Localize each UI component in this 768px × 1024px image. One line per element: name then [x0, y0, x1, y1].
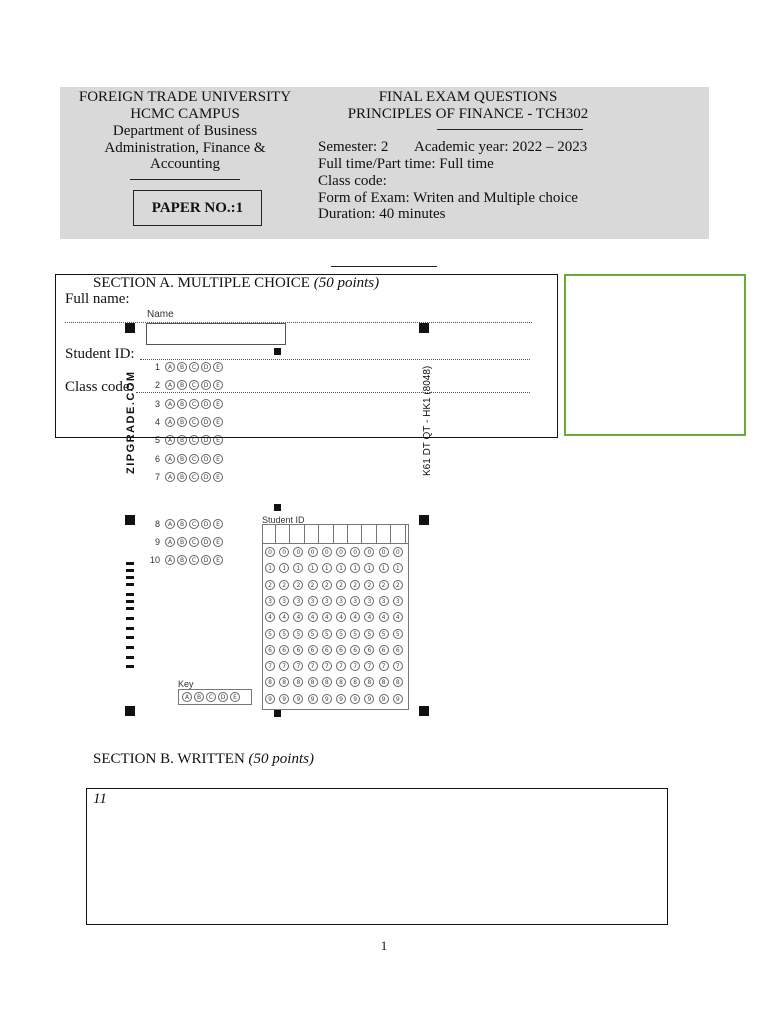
id-digit-bubble[interactable]: 7: [379, 661, 389, 671]
id-write-cell[interactable]: [393, 525, 406, 543]
choice-bubble[interactable]: E: [213, 537, 223, 547]
id-digit-bubble[interactable]: 9: [322, 694, 332, 704]
id-digit-bubble[interactable]: 0: [322, 547, 332, 557]
side-code: [422, 365, 434, 488]
id-digit-bubble[interactable]: 4: [364, 612, 374, 622]
name-label: Name: [147, 309, 174, 320]
timing-dot: [274, 504, 281, 511]
id-write-cell[interactable]: [292, 525, 305, 543]
id-digit-bubble[interactable]: 3: [379, 596, 389, 606]
question-number-label: 2: [154, 380, 160, 390]
id-digit-bubble[interactable]: 7: [336, 661, 346, 671]
barcode-bar: [126, 576, 134, 579]
id-digit-bubble[interactable]: 0: [279, 547, 289, 557]
choice-bubble[interactable]: D: [201, 399, 211, 409]
id-digit-bubble[interactable]: 7: [393, 661, 403, 671]
id-digit-bubble[interactable]: 0: [379, 547, 389, 557]
choice-bubble[interactable]: E: [213, 417, 223, 427]
id-write-cell[interactable]: [306, 525, 319, 543]
id-digit-bubble[interactable]: 5: [393, 629, 403, 639]
side-code-label: K61 DT QT - HK1 (8048): [422, 365, 433, 476]
question-row: [144, 453, 223, 465]
barcode-bar: [126, 646, 134, 649]
barcode-bar: [126, 600, 134, 603]
id-digit-bubble[interactable]: 6: [308, 645, 318, 655]
choice-bubble[interactable]: C: [189, 380, 199, 390]
choice-bubble[interactable]: E: [213, 435, 223, 445]
choice-bubble[interactable]: B: [177, 380, 187, 390]
right-divider: [437, 129, 583, 130]
id-digit-bubble[interactable]: 8: [308, 677, 318, 687]
question-row: [144, 471, 223, 483]
id-digit-bubble[interactable]: 0: [293, 547, 303, 557]
exam-header: [60, 87, 709, 239]
choice-bubble[interactable]: A: [165, 537, 175, 547]
section-a-title: SECTION A. MULTIPLE CHOICE: [93, 275, 310, 291]
choice-bubble[interactable]: D: [201, 362, 211, 372]
id-digit-bubble[interactable]: 4: [322, 612, 332, 622]
id-digit-bubble[interactable]: 8: [279, 677, 289, 687]
id-digit-bubble[interactable]: 9: [293, 694, 303, 704]
student-id-line[interactable]: [140, 359, 530, 360]
choice-bubble[interactable]: C: [189, 555, 199, 565]
id-digit-bubble[interactable]: 2: [293, 580, 303, 590]
question-number-label: 8: [154, 519, 160, 529]
id-digit-bubble[interactable]: 4: [293, 612, 303, 622]
id-digit-bubble[interactable]: 6: [265, 645, 275, 655]
score-box: [564, 274, 746, 436]
id-digit-bubble[interactable]: 7: [308, 661, 318, 671]
id-write-cell[interactable]: [335, 525, 348, 543]
id-write-cell[interactable]: [349, 525, 362, 543]
barcode-bar: [126, 583, 134, 586]
id-digit-bubble[interactable]: 5: [308, 629, 318, 639]
choice-bubble[interactable]: A: [165, 362, 175, 372]
id-digit-bubble[interactable]: 6: [350, 645, 360, 655]
id-write-cell[interactable]: [364, 525, 377, 543]
barcode-bar: [126, 562, 134, 565]
choice-bubble[interactable]: B: [177, 362, 187, 372]
id-digit-bubble[interactable]: 9: [379, 694, 389, 704]
choice-bubble[interactable]: D: [201, 472, 211, 482]
id-digit-bubble[interactable]: 9: [393, 694, 403, 704]
id-grid-divider: [263, 543, 408, 544]
barcode-bar: [126, 593, 134, 596]
id-digit-bubble[interactable]: 0: [265, 547, 275, 557]
choice-bubble[interactable]: A: [165, 454, 175, 464]
id-digit-bubble[interactable]: 5: [350, 629, 360, 639]
question-number-label: 9: [154, 537, 160, 547]
id-digit-bubble[interactable]: 2: [336, 580, 346, 590]
key-label: Key: [178, 679, 194, 689]
id-digit-bubble[interactable]: 3: [393, 596, 403, 606]
choice-bubble[interactable]: C: [189, 472, 199, 482]
id-write-cell[interactable]: [378, 525, 391, 543]
id-digit-bubble[interactable]: 4: [336, 612, 346, 622]
id-digit-bubble[interactable]: 4: [393, 612, 403, 622]
choice-bubble[interactable]: C: [189, 454, 199, 464]
academic-year: Academic year: 2022 – 2023: [414, 139, 588, 155]
id-digit-bubble[interactable]: 3: [265, 596, 275, 606]
id-digit-bubble[interactable]: 6: [393, 645, 403, 655]
timing-dot: [274, 710, 281, 717]
id-digit-bubble[interactable]: 5: [379, 629, 389, 639]
id-digit-bubble[interactable]: 2: [379, 580, 389, 590]
id-digit-bubble[interactable]: 7: [293, 661, 303, 671]
id-digit-bubble[interactable]: 1: [393, 563, 403, 573]
id-digit-bubble[interactable]: 2: [265, 580, 275, 590]
choice-bubble[interactable]: B: [177, 454, 187, 464]
choice-bubble[interactable]: D: [201, 537, 211, 547]
section-b-title: SECTION B. WRITTEN: [93, 751, 245, 767]
id-digit-bubble[interactable]: 6: [279, 645, 289, 655]
id-digit-bubble[interactable]: 4: [265, 612, 275, 622]
key-bubble[interactable]: C: [206, 692, 216, 702]
id-digit-bubble[interactable]: 6: [322, 645, 332, 655]
department-line-1: Department of Business: [112, 123, 258, 139]
id-digit-bubble[interactable]: 3: [279, 596, 289, 606]
choice-bubble[interactable]: A: [165, 399, 175, 409]
id-digit-bubble[interactable]: 3: [308, 596, 318, 606]
question-number-label: 4: [154, 417, 160, 427]
student-id-grid: [262, 524, 409, 710]
id-digit-bubble[interactable]: 1: [350, 563, 360, 573]
id-digit-bubble[interactable]: 4: [279, 612, 289, 622]
question-number-label: 3: [154, 399, 160, 409]
choice-bubble[interactable]: E: [213, 472, 223, 482]
choice-bubble[interactable]: B: [177, 519, 187, 529]
barcode-bar: [126, 607, 134, 610]
id-digit-bubble[interactable]: 8: [350, 677, 360, 687]
full-name-label: Full name:: [65, 291, 130, 307]
student-id-field-label: Student ID:: [65, 346, 135, 362]
id-digit-bubble[interactable]: 9: [350, 694, 360, 704]
id-write-cell[interactable]: [321, 525, 334, 543]
id-digit-bubble[interactable]: 3: [350, 596, 360, 606]
id-digit-bubble[interactable]: 6: [336, 645, 346, 655]
id-digit-bubble[interactable]: 1: [265, 563, 275, 573]
section-b-points: (50 points): [248, 751, 314, 767]
id-digit-bubble[interactable]: 6: [293, 645, 303, 655]
written-answer-box[interactable]: [86, 788, 668, 925]
id-digit-bubble[interactable]: 1: [293, 563, 303, 573]
choice-bubble[interactable]: E: [213, 519, 223, 529]
choice-bubble[interactable]: B: [177, 555, 187, 565]
id-digit-bubble[interactable]: 8: [322, 677, 332, 687]
id-digit-bubble[interactable]: 1: [379, 563, 389, 573]
choice-bubble[interactable]: D: [201, 519, 211, 529]
choice-bubble[interactable]: A: [165, 417, 175, 427]
choice-bubble[interactable]: C: [189, 435, 199, 445]
id-digit-bubble[interactable]: 8: [336, 677, 346, 687]
barcode-bar: [126, 665, 134, 668]
key-bubble[interactable]: B: [194, 692, 204, 702]
choice-bubble[interactable]: A: [165, 435, 175, 445]
question-row: [144, 518, 223, 530]
question-number-label: 1: [154, 362, 160, 372]
department-line-3: Accounting: [150, 156, 220, 172]
choice-bubble[interactable]: E: [213, 399, 223, 409]
id-digit-bubble[interactable]: 3: [364, 596, 374, 606]
university-name: FOREIGN TRADE UNIVERSITY: [78, 89, 292, 105]
id-digit-bubble[interactable]: 9: [308, 694, 318, 704]
campus-name: HCMC CAMPUS: [130, 106, 240, 122]
question-number-label: 10: [149, 555, 160, 565]
id-digit-bubble[interactable]: 4: [350, 612, 360, 622]
choice-bubble[interactable]: A: [165, 380, 175, 390]
id-digit-bubble[interactable]: 3: [293, 596, 303, 606]
id-digit-bubble[interactable]: 2: [350, 580, 360, 590]
section-a-points: (50 points): [313, 275, 380, 291]
section-b-heading: [93, 751, 314, 768]
id-digit-bubble[interactable]: 5: [265, 629, 275, 639]
choice-bubble[interactable]: B: [177, 417, 187, 427]
id-digit-bubble[interactable]: 5: [293, 629, 303, 639]
course-title: PRINCIPLES OF FINANCE - TCH302: [347, 106, 589, 122]
department-line-2: Administration, Finance &: [104, 140, 266, 156]
id-digit-bubble[interactable]: 4: [379, 612, 389, 622]
id-digit-bubble[interactable]: 2: [322, 580, 332, 590]
choice-bubble[interactable]: D: [201, 380, 211, 390]
id-digit-bubble[interactable]: 3: [336, 596, 346, 606]
class-code-header: Class code:: [318, 173, 387, 189]
id-digit-bubble[interactable]: 0: [336, 547, 346, 557]
corner-marker: [419, 706, 429, 716]
id-digit-bubble[interactable]: 7: [364, 661, 374, 671]
paper-number: PAPER NO.:1: [133, 190, 262, 226]
corner-marker: [125, 706, 135, 716]
choice-bubble[interactable]: C: [189, 417, 199, 427]
choice-bubble[interactable]: A: [165, 519, 175, 529]
id-digit-bubble[interactable]: 1: [322, 563, 332, 573]
choice-bubble[interactable]: C: [189, 362, 199, 372]
id-digit-bubble[interactable]: 0: [350, 547, 360, 557]
choice-bubble[interactable]: B: [177, 435, 187, 445]
question-number: 11: [93, 791, 107, 807]
exam-form: Form of Exam: Writen and Multiple choice: [318, 190, 578, 206]
class-code-line[interactable]: [136, 392, 530, 393]
choice-bubble[interactable]: A: [165, 555, 175, 565]
choice-bubble[interactable]: D: [201, 417, 211, 427]
id-digit-bubble[interactable]: 7: [350, 661, 360, 671]
barcode-bar: [126, 569, 134, 572]
id-digit-bubble[interactable]: 8: [379, 677, 389, 687]
id-digit-bubble[interactable]: 8: [293, 677, 303, 687]
question-row: [144, 536, 223, 548]
choice-bubble[interactable]: D: [201, 454, 211, 464]
exam-duration: Duration: 40 minutes: [318, 206, 446, 222]
section-a-heading: [93, 275, 379, 292]
id-digit-bubble[interactable]: 5: [364, 629, 374, 639]
choice-bubble[interactable]: E: [213, 362, 223, 372]
full-name-line[interactable]: [65, 322, 532, 323]
id-digit-bubble[interactable]: 1: [279, 563, 289, 573]
id-digit-bubble[interactable]: 9: [336, 694, 346, 704]
choice-bubble[interactable]: A: [165, 472, 175, 482]
id-digit-bubble[interactable]: 5: [322, 629, 332, 639]
choice-bubble[interactable]: E: [213, 555, 223, 565]
student-id-label: Student ID: [262, 515, 305, 525]
barcode-bar: [126, 636, 134, 639]
question-number-label: 6: [154, 454, 160, 464]
center-divider: [331, 266, 437, 267]
id-digit-bubble[interactable]: 1: [308, 563, 318, 573]
choice-bubble[interactable]: D: [201, 555, 211, 565]
id-digit-bubble[interactable]: 0: [308, 547, 318, 557]
id-digit-bubble[interactable]: 2: [279, 580, 289, 590]
brand-text: [125, 370, 137, 488]
exam-title: FINAL EXAM QUESTIONS: [378, 89, 558, 105]
choice-bubble[interactable]: C: [189, 537, 199, 547]
question-number-label: 5: [154, 435, 160, 445]
left-divider: [130, 179, 240, 180]
choice-bubble[interactable]: D: [201, 435, 211, 445]
choice-bubble[interactable]: E: [213, 454, 223, 464]
corner-marker: [419, 515, 429, 525]
id-digit-bubble[interactable]: 6: [379, 645, 389, 655]
choice-bubble[interactable]: C: [189, 399, 199, 409]
id-digit-bubble[interactable]: 8: [393, 677, 403, 687]
id-digit-bubble[interactable]: 8: [364, 677, 374, 687]
id-digit-bubble[interactable]: 2: [364, 580, 374, 590]
id-digit-bubble[interactable]: 7: [279, 661, 289, 671]
id-digit-bubble[interactable]: 2: [308, 580, 318, 590]
id-digit-bubble[interactable]: 5: [336, 629, 346, 639]
semester: Semester: 2: [318, 139, 389, 155]
id-digit-bubble[interactable]: 4: [308, 612, 318, 622]
key-bubble[interactable]: D: [218, 692, 228, 702]
id-digit-bubble[interactable]: 6: [364, 645, 374, 655]
id-digit-bubble[interactable]: 3: [322, 596, 332, 606]
corner-marker: [125, 515, 135, 525]
id-write-cell[interactable]: [263, 525, 276, 543]
key-bubble[interactable]: E: [230, 692, 240, 702]
barcode-bar: [126, 617, 134, 620]
page-number: 1: [380, 938, 388, 953]
id-digit-bubble[interactable]: 9: [279, 694, 289, 704]
barcode-bar: [126, 627, 134, 630]
time-type: Full time/Part time: Full time: [318, 156, 494, 172]
id-digit-bubble[interactable]: 8: [265, 677, 275, 687]
choice-bubble[interactable]: B: [177, 537, 187, 547]
question-number-label: 7: [154, 472, 160, 482]
id-digit-bubble[interactable]: 1: [336, 563, 346, 573]
question-row: [144, 554, 223, 566]
barcode-bar: [126, 656, 134, 659]
id-write-cell[interactable]: [277, 525, 290, 543]
choice-bubble[interactable]: B: [177, 399, 187, 409]
id-digit-bubble[interactable]: 1: [364, 563, 374, 573]
choice-bubble[interactable]: C: [189, 519, 199, 529]
choice-bubble[interactable]: E: [213, 380, 223, 390]
id-digit-bubble[interactable]: 7: [265, 661, 275, 671]
id-digit-bubble[interactable]: 9: [364, 694, 374, 704]
id-digit-bubble[interactable]: 5: [279, 629, 289, 639]
id-digit-bubble[interactable]: 0: [364, 547, 374, 557]
key-bubble[interactable]: A: [182, 692, 192, 702]
choice-bubble[interactable]: B: [177, 472, 187, 482]
id-digit-bubble[interactable]: 0: [393, 547, 403, 557]
id-digit-bubble[interactable]: 2: [393, 580, 403, 590]
id-digit-bubble[interactable]: 7: [322, 661, 332, 671]
class-code-field-label: Class code:: [65, 379, 134, 395]
id-digit-bubble[interactable]: 9: [265, 694, 275, 704]
brand-label: ZIPGRADE.COM: [125, 370, 137, 474]
key-bubbles: [178, 689, 252, 705]
